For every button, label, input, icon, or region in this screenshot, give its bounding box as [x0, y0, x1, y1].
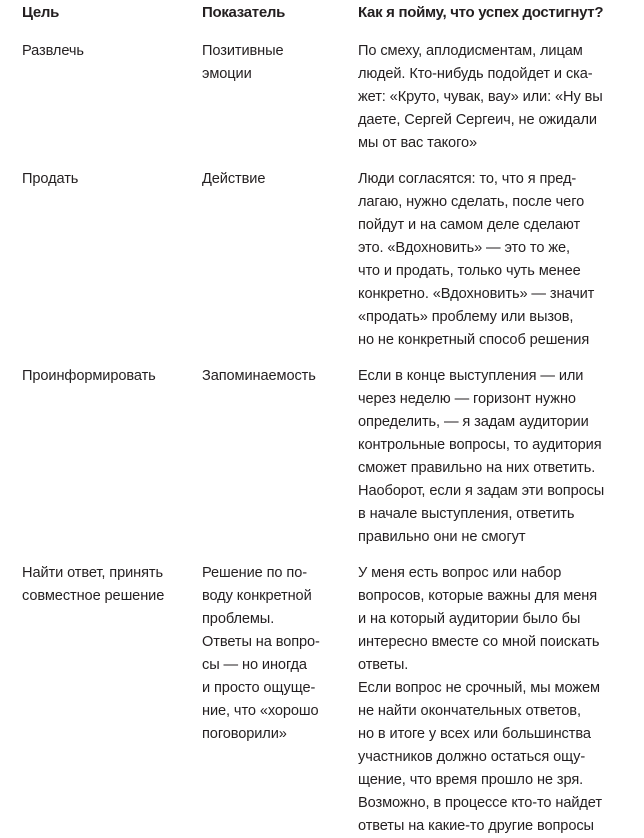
text-line: ответы.	[358, 657, 409, 673]
criteria-cell	[358, 168, 594, 352]
goal-cell	[22, 40, 84, 63]
text-line: людей. Кто-нибудь подойдет и ска-	[358, 66, 593, 82]
text-line: мы от вас такого»	[358, 135, 478, 151]
text-line: сы — но иногда	[202, 657, 307, 673]
text-line: в начале выступления, ответить	[358, 506, 575, 522]
text-line: определить, — я задам аудитории	[358, 414, 589, 430]
text-line: ние, что «хорошо	[202, 703, 319, 719]
text-line: и на который аудитории было бы	[358, 611, 581, 627]
goal-cell	[22, 562, 164, 608]
text-line: вопросов, которые важны для меня	[358, 588, 598, 604]
indicator-cell	[202, 365, 316, 388]
header-indicator: Показатель	[202, 4, 286, 21]
text-line: но не конкретный способ решения	[358, 332, 590, 348]
text-line: не найти окончательных ответов,	[358, 703, 581, 719]
text-line: Ответы на вопро-	[202, 634, 320, 650]
text-line: участников должно остаться ощу-	[358, 749, 586, 765]
header-goal: Цель	[22, 4, 60, 21]
text-line: Люди согласятся: то, что я пред-	[358, 171, 577, 187]
text-line: Продать	[22, 171, 79, 187]
text-line: жет: «Круто, чувак, вау» или: «Ну вы	[358, 89, 603, 105]
text-line: совместное решение	[22, 588, 165, 604]
text-line: Найти ответ, принять	[22, 565, 163, 581]
text-line: щение, что время прошло не зря.	[358, 772, 584, 788]
indicator-cell	[202, 40, 284, 86]
text-line: через неделю — горизонт нужно	[358, 391, 576, 407]
text-line: У меня есть вопрос или набор	[358, 565, 562, 581]
text-line: Наоборот, если я задам эти вопросы	[358, 483, 605, 499]
text-line: Развлечь	[22, 43, 84, 59]
text-line: это. «Вдохновить» — это то же,	[358, 240, 570, 256]
text-line: сможет правильно на них ответить.	[358, 460, 596, 476]
text-line: Запоминаемость	[202, 368, 316, 384]
text-line: Позитивные	[202, 43, 284, 59]
text-line: лагаю, нужно сделать, после чего	[358, 194, 585, 210]
text-line: но в итоге у всех или большинства	[358, 726, 591, 742]
text-line: проблемы.	[202, 611, 275, 627]
header-criteria: Как я пойму, что успех достигнут?	[358, 4, 604, 21]
criteria-cell	[358, 562, 602, 838]
text-line: интересно вместе со мной поискать	[358, 634, 600, 650]
text-line: пойдут и на самом деле сделают	[358, 217, 581, 233]
text-line: Если вопрос не срочный, мы можем	[358, 680, 600, 696]
criteria-cell	[358, 40, 603, 155]
text-line: эмоции	[202, 66, 252, 82]
text-line: конкретно. «Вдохновить» — значит	[358, 286, 595, 302]
text-line: ответы на какие-то другие вопросы	[358, 818, 594, 834]
text-line: По смеху, аплодисментам, лицам	[358, 43, 583, 59]
text-line: Возможно, в процессе кто-то найдет	[358, 795, 602, 811]
text-line: контрольные вопросы, то аудитория	[358, 437, 602, 453]
goal-cell	[22, 168, 78, 191]
text-line: Проинформировать	[22, 368, 156, 384]
text-line: Действие	[202, 171, 266, 187]
text-line: «продать» проблему или вызов,	[358, 309, 574, 325]
text-line: Решение по по-	[202, 565, 307, 581]
criteria-cell	[358, 365, 604, 549]
indicator-cell	[202, 168, 265, 191]
text-line: Если в конце выступления — или	[358, 368, 584, 384]
goal-cell	[22, 365, 156, 388]
text-line: и просто ощуще-	[202, 680, 316, 696]
text-line: воду конкретной	[202, 588, 312, 604]
text-line: правильно они не смогут	[358, 529, 526, 545]
text-line: что и продать, только чуть менее	[358, 263, 581, 279]
indicator-cell	[202, 562, 320, 746]
text-line: поговорили»	[202, 726, 287, 742]
text-line: даете, Сергей Сергеич, не ожидали	[358, 112, 597, 128]
